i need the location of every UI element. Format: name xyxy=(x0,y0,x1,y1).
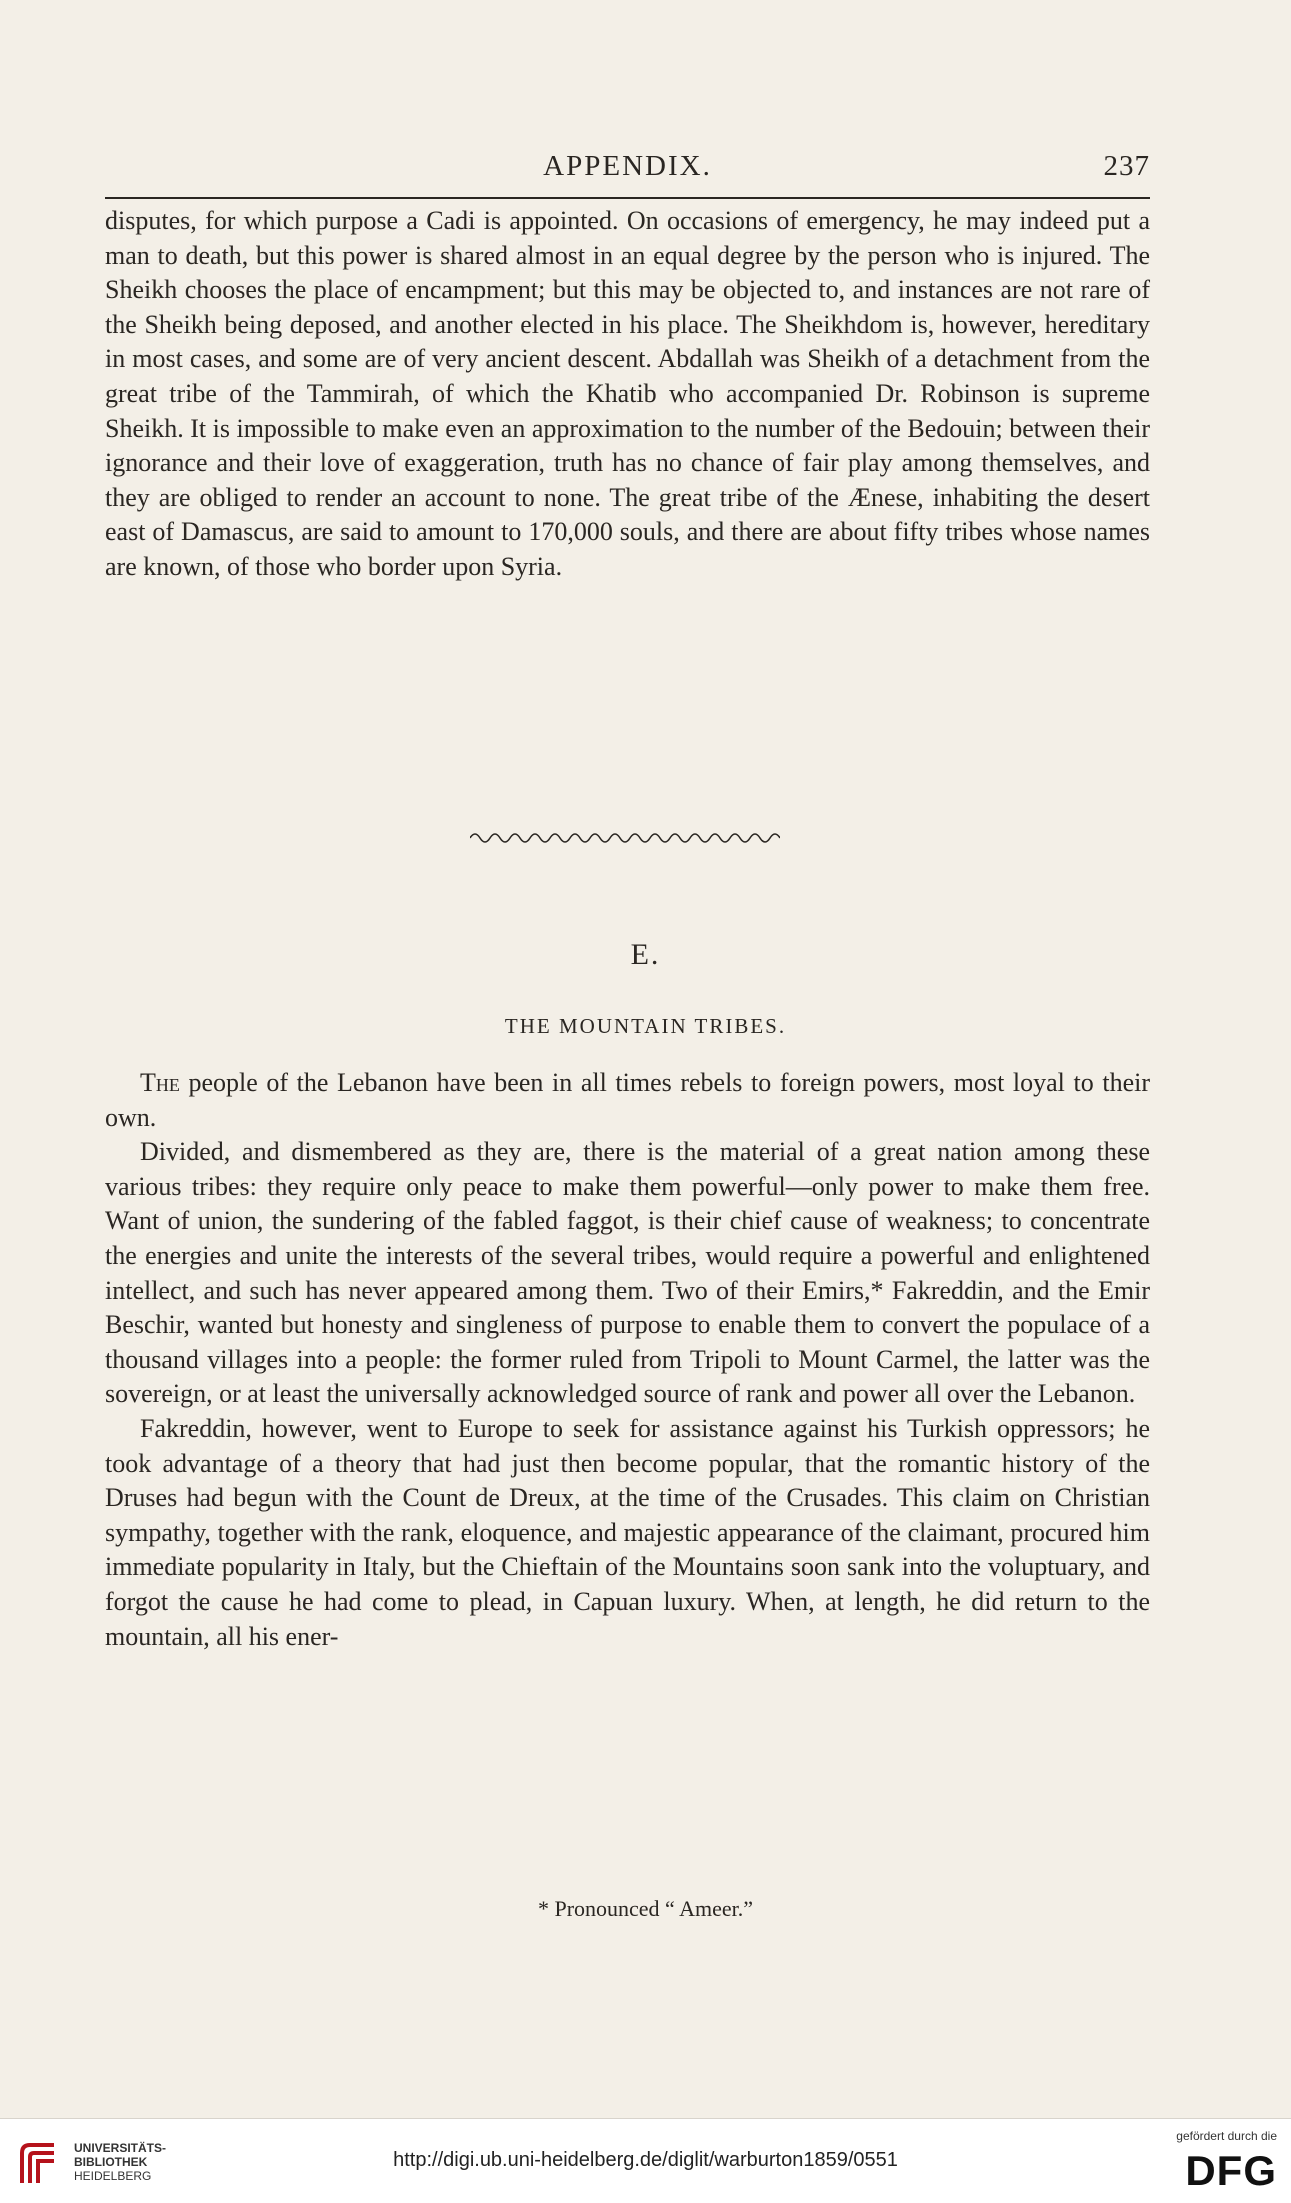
body-text-mountain-tribes xyxy=(105,1066,1150,1654)
footnote: * Pronounced “ Ameer.” xyxy=(537,1896,754,1921)
running-head: APPENDIX. xyxy=(543,150,712,182)
header-rule xyxy=(105,197,1150,199)
page-number: 237 xyxy=(1103,150,1150,182)
permalink-url[interactable]: http://digi.ub.uni-heidelberg.de/diglit/warburton1859/0551 xyxy=(393,2149,898,2171)
section-title: THE MOUNTAIN TRIBES. xyxy=(504,1014,787,1038)
library-line-2: BIBLIOTHEK xyxy=(74,2155,148,2169)
funding-note: gefördert durch die xyxy=(1176,2129,1277,2143)
body-text-top xyxy=(105,204,1150,585)
paragraph-divided: Divided, and dismembered as they are, there is the material of a great nation among these various tribes: they require only peace to make them powerful—only power to make them free. Want of union, the sundering of the fabled faggot, is their chief cause of weakness; to concentrate the energies and unite the interests of the several tribes, would require a powerful and enlightened intellect, and such has never appeared among them. Two of their Emirs,* Fakreddin, and the Emir Beschir, wanted but honesty and singleness of purpose to enable them to convert the populace of a thousand villages into a people: the former ruled from Tripoli to Mount Carmel, the latter was the sovereign, or at least the universally acknowledged source of rank and power all over the Lebanon. xyxy=(105,1137,1150,1409)
library-line-1: UNIVERSITÄTS- xyxy=(74,2141,167,2155)
page-header xyxy=(105,150,1150,190)
dfg-logo: DFG xyxy=(1185,2147,1277,2194)
paragraph-lebanon xyxy=(105,1066,1150,1135)
paragraph-fakreddin: Fakreddin, however, went to Europe to seek for assistance against his Turkish oppressors; he took advantage of a theory that had just then become popular, that the romantic history of the Druses had begun with the Count de Dreux, at the time of the Crusades. This claim on Christian sympathy, together with the rank, eloquence, and majestic appearance of the claimant, procured him immediate popularity in Italy, but the Chieftain of the Mountains soon sank into the voluptuary, and forgot the cause he had come to plead, in Capuan luxury. When, at length, he did return to the mountain, all his ener- xyxy=(105,1413,1150,1651)
digitization-footer xyxy=(0,2118,1291,2203)
paragraph-bedouin: disputes, for which purpose a Cadi is appointed. On occasions of emergency, he may indeed put a man to death, but this power is shared almost in an equal degree by the person who is injured. The Sheikh chooses the place of encampment; but this may be objected to, and instances are not rare of the Sheikh being deposed, and another elected in his place. The Sheikhdom is, however, hereditary in most cases, and some are of very ancient descent. Abdallah was Sheikh of a detachment from the great tribe of the Tammirah, of which the Khatib who accompanied Dr. Robinson is supreme Sheikh. It is impossible to make even an approximation to the number of the Bedouin; between their ignorance and their love of exaggeration, truth has no chance of fair play among themselves, and they are obliged to render an account to none. The great tribe of the Ænese, inhabiting the desert east of Damascus, are said to amount to 170,000 souls, and there are about fifty tribes whose names are known, of those who border upon Syria. xyxy=(105,206,1150,581)
library-line-3: HEIDELBERG xyxy=(74,2169,152,2183)
section-letter: E. xyxy=(630,938,661,971)
paragraph-lead-word: The xyxy=(140,1068,180,1097)
wavy-ornament-divider xyxy=(470,828,780,848)
paragraph-lebanon-text: people of the Lebanon have been in all times rebels to foreign powers, most loyal to their own. xyxy=(105,1068,1150,1132)
